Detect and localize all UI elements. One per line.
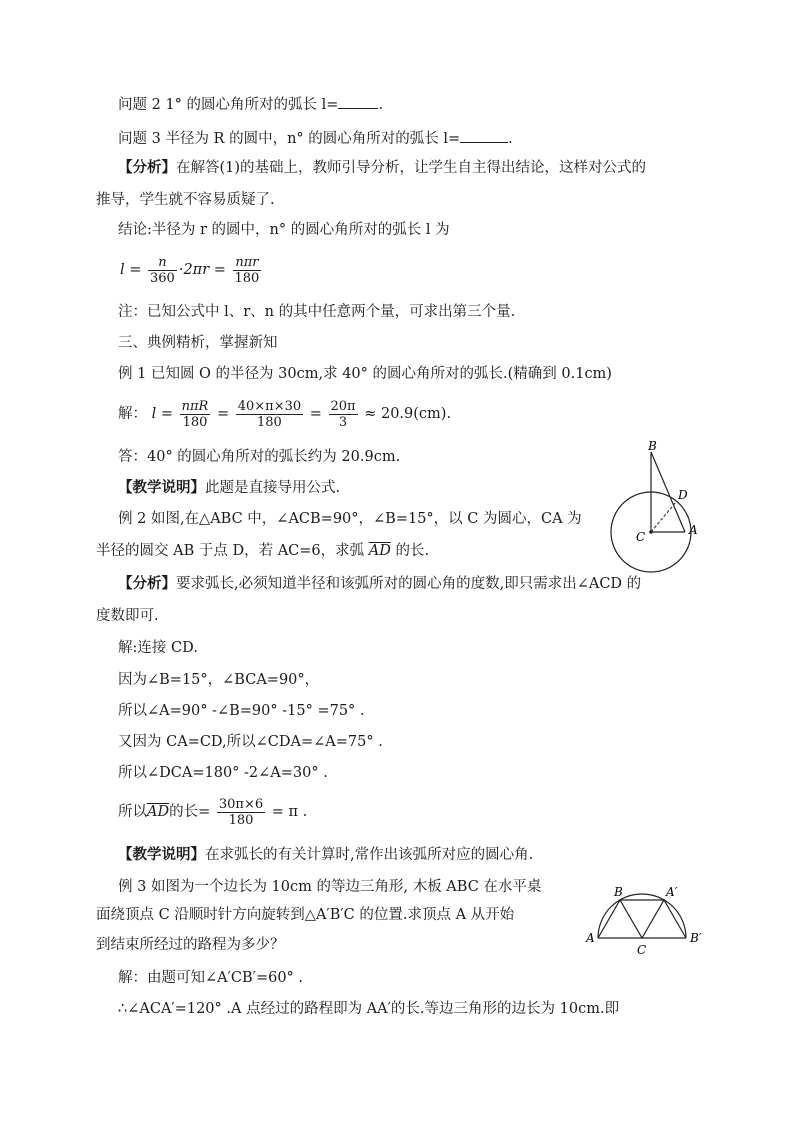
example-3-solution-cont: ∴∠ACA′=120° .A 点经过的路程即为 AA′的长.等边三角形的边长为 10cm.即 [118, 1001, 620, 1017]
solution-2-result: 所以$\overline{AD}$的长= $\frac{30\pi\times 6}{180}$ = π . [118, 796, 308, 828]
label-b: B [614, 885, 623, 899]
solution-2-line: 所以∠A=90° -∠B=90° -15° =75° . [118, 703, 365, 719]
answer-blank [338, 94, 378, 109]
example-1-solution: 解： l = $\frac{\text{nπR}}{180}$ = $\frac{40\times\pi\times 30}{180}$ = $\frac{20\pi}{3}$ ≈ 20.9(cm). [118, 398, 452, 430]
solution-2-line: 又因为 CA=CD,所以∠CDA=∠A=75° . [118, 734, 383, 750]
label-b: B [648, 439, 657, 453]
section-heading: 三、典例精析，掌握新知 [118, 335, 278, 351]
teaching-note-1: 【教学说明】此题是直接导用公式. [118, 479, 341, 496]
solution-2-line: 所以∠DCA=180° -2∠A=30° . [118, 765, 328, 781]
analysis-2-cont: 度数即可. [96, 608, 159, 624]
example-3-solution: 解：由题可知∠A′CB′=60° . [118, 970, 304, 986]
analysis-1-cont: 推导，学生就不容易质疑了. [96, 192, 275, 208]
label-d: D [678, 488, 688, 502]
arc-length-formula: l = $\frac{n}{360}$ ·2πr = $\frac{\text{nπr}}{180}$ [120, 254, 260, 286]
example-3: 例 3 如图为一个边长为 10cm 的等边三角形, 木板 ABC 在水平桌 [118, 879, 542, 895]
label-c: C [636, 530, 646, 544]
question-2: 问题 2 1° 的圆心角所对的弧长 l= . [118, 94, 383, 115]
analysis-1: 【分析】在解答(1)的基础上，教师引导分析，让学生自主得出结论，这样对公式的 [118, 159, 647, 176]
figure-rotating-triangle [584, 880, 710, 960]
label-a-prime: A′ [666, 885, 678, 899]
example-1: 例 1 已知圆 O 的半径为 30cm,求 40° 的圆心角所对的弧长.(精确到 0.1cm) [118, 366, 612, 382]
conclusion: 结论:半径为 r 的圆中，n° 的圆心角所对的弧长 l 为 [118, 222, 450, 238]
triangle-a2b2c [642, 900, 686, 938]
center-point [649, 530, 653, 534]
triangle-abc [598, 900, 642, 938]
example-1-answer: 答：40° 的圆心角所对的弧长约为 20.9cm. [118, 449, 401, 465]
label-c: C [637, 943, 647, 957]
example-2-cont: 半径的圆交 AB 于点 D，若 AC=6，求弧 $\overline{AD}$ 的长. [96, 543, 430, 559]
example-3-cont: 到结束所经过的路程为多少？ [96, 937, 285, 953]
example-3-cont: 面绕顶点 C 沿顺时针方向旋转到△A′B′C 的位置.求顶点 A 从开始 [96, 907, 515, 923]
label-b-prime: B′ [690, 931, 702, 945]
note: 注：已知公式中 l、r、n 的其中任意两个量，可求出第三个量. [118, 304, 516, 320]
label-a: A [689, 523, 698, 537]
solution-2-line: 解:连接 CD. [118, 640, 198, 656]
teaching-note-2: 【教学说明】在求弧长的有关计算时,常作出该弧所对应的圆心角. [118, 846, 534, 863]
figure-circle-triangle [598, 436, 708, 578]
answer-blank [460, 128, 508, 143]
analysis-2: 【分析】要求弧长,必须知道半径和该弧所对的圆心角的度数,即只需求出∠ACD 的 [118, 575, 642, 592]
solution-2-line: 因为∠B=15°，∠BCA=90°， [118, 672, 320, 688]
label-a: A [586, 931, 595, 945]
example-2: 例 2 如图,在△ABC 中，∠ACB=90°，∠B=15°，以 C 为圆心，CA 为 [118, 511, 582, 527]
question-3: 问题 3 半径为 R 的圆中，n° 的圆心角所对的弧长 l= . [118, 128, 513, 149]
segment-cd [651, 502, 676, 532]
